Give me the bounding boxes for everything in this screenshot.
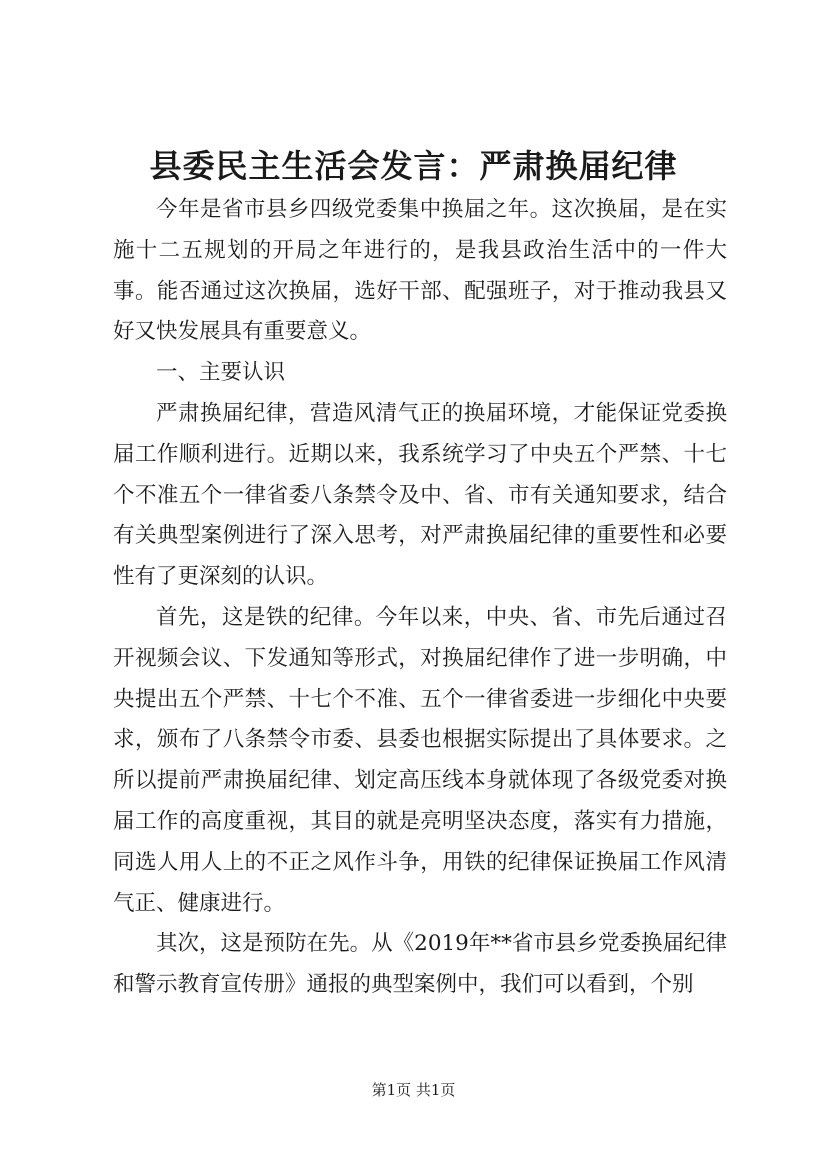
paragraph-strict-discipline: 严肃换届纪律，营造风清气正的换届环境，才能保证党委换届工作顺利进行。近期以来，我系统学习了中央五个严禁、十七个不准五个一律省委八条禁令及中、省、市有关通知要求，结合有关典型案例进行了深入思考，对严肃换届纪律的重要性和必要性有了更深刻的认识。 bbox=[113, 400, 727, 590]
paragraph-prevention-first: 其次，这是预防在先。从《2019年**省市县乡党委换届纪律和警示教育宣传册》通报的典型案例中，我们可以看到，个别 bbox=[113, 931, 727, 998]
paragraph-iron-discipline: 首先，这是铁的纪律。今年以来，中央、省、市先后通过召开视频会议、下发通知等形式，对换届纪律作了进一步明确，中央提出五个严禁、十七个不准、五个一律省委进一步细化中央要求，颁布了八条禁令市委、县委也根据实际提出了具体要求。之所以提前严肃换届纪律、划定高压线本身就体现了各级党委对换届工作的高度重视，其目的就是亮明坚决态度，落实有力措施，同选人用人上的不正之风作斗争，用铁的纪律保证换届工作风清气正、健康进行。 bbox=[113, 604, 727, 916]
section-heading-main-understanding: 一、主要认识 bbox=[156, 360, 286, 386]
paragraph-intro: 今年是省市县乡四级党委集中换届之年。这次换届，是在实施十二五规划的开局之年进行的，是我县政治生活中的一件大事。能否通过这次换届，选好干部、配强班子，对于推动我县又好又快发展具有重要意义。 bbox=[113, 197, 727, 345]
document-title: 县委民主生活会发言：严肃换届纪律 bbox=[149, 147, 678, 185]
document-body bbox=[113, 190, 727, 1006]
page-footer: 第1页 共1页 bbox=[371, 1081, 456, 1099]
